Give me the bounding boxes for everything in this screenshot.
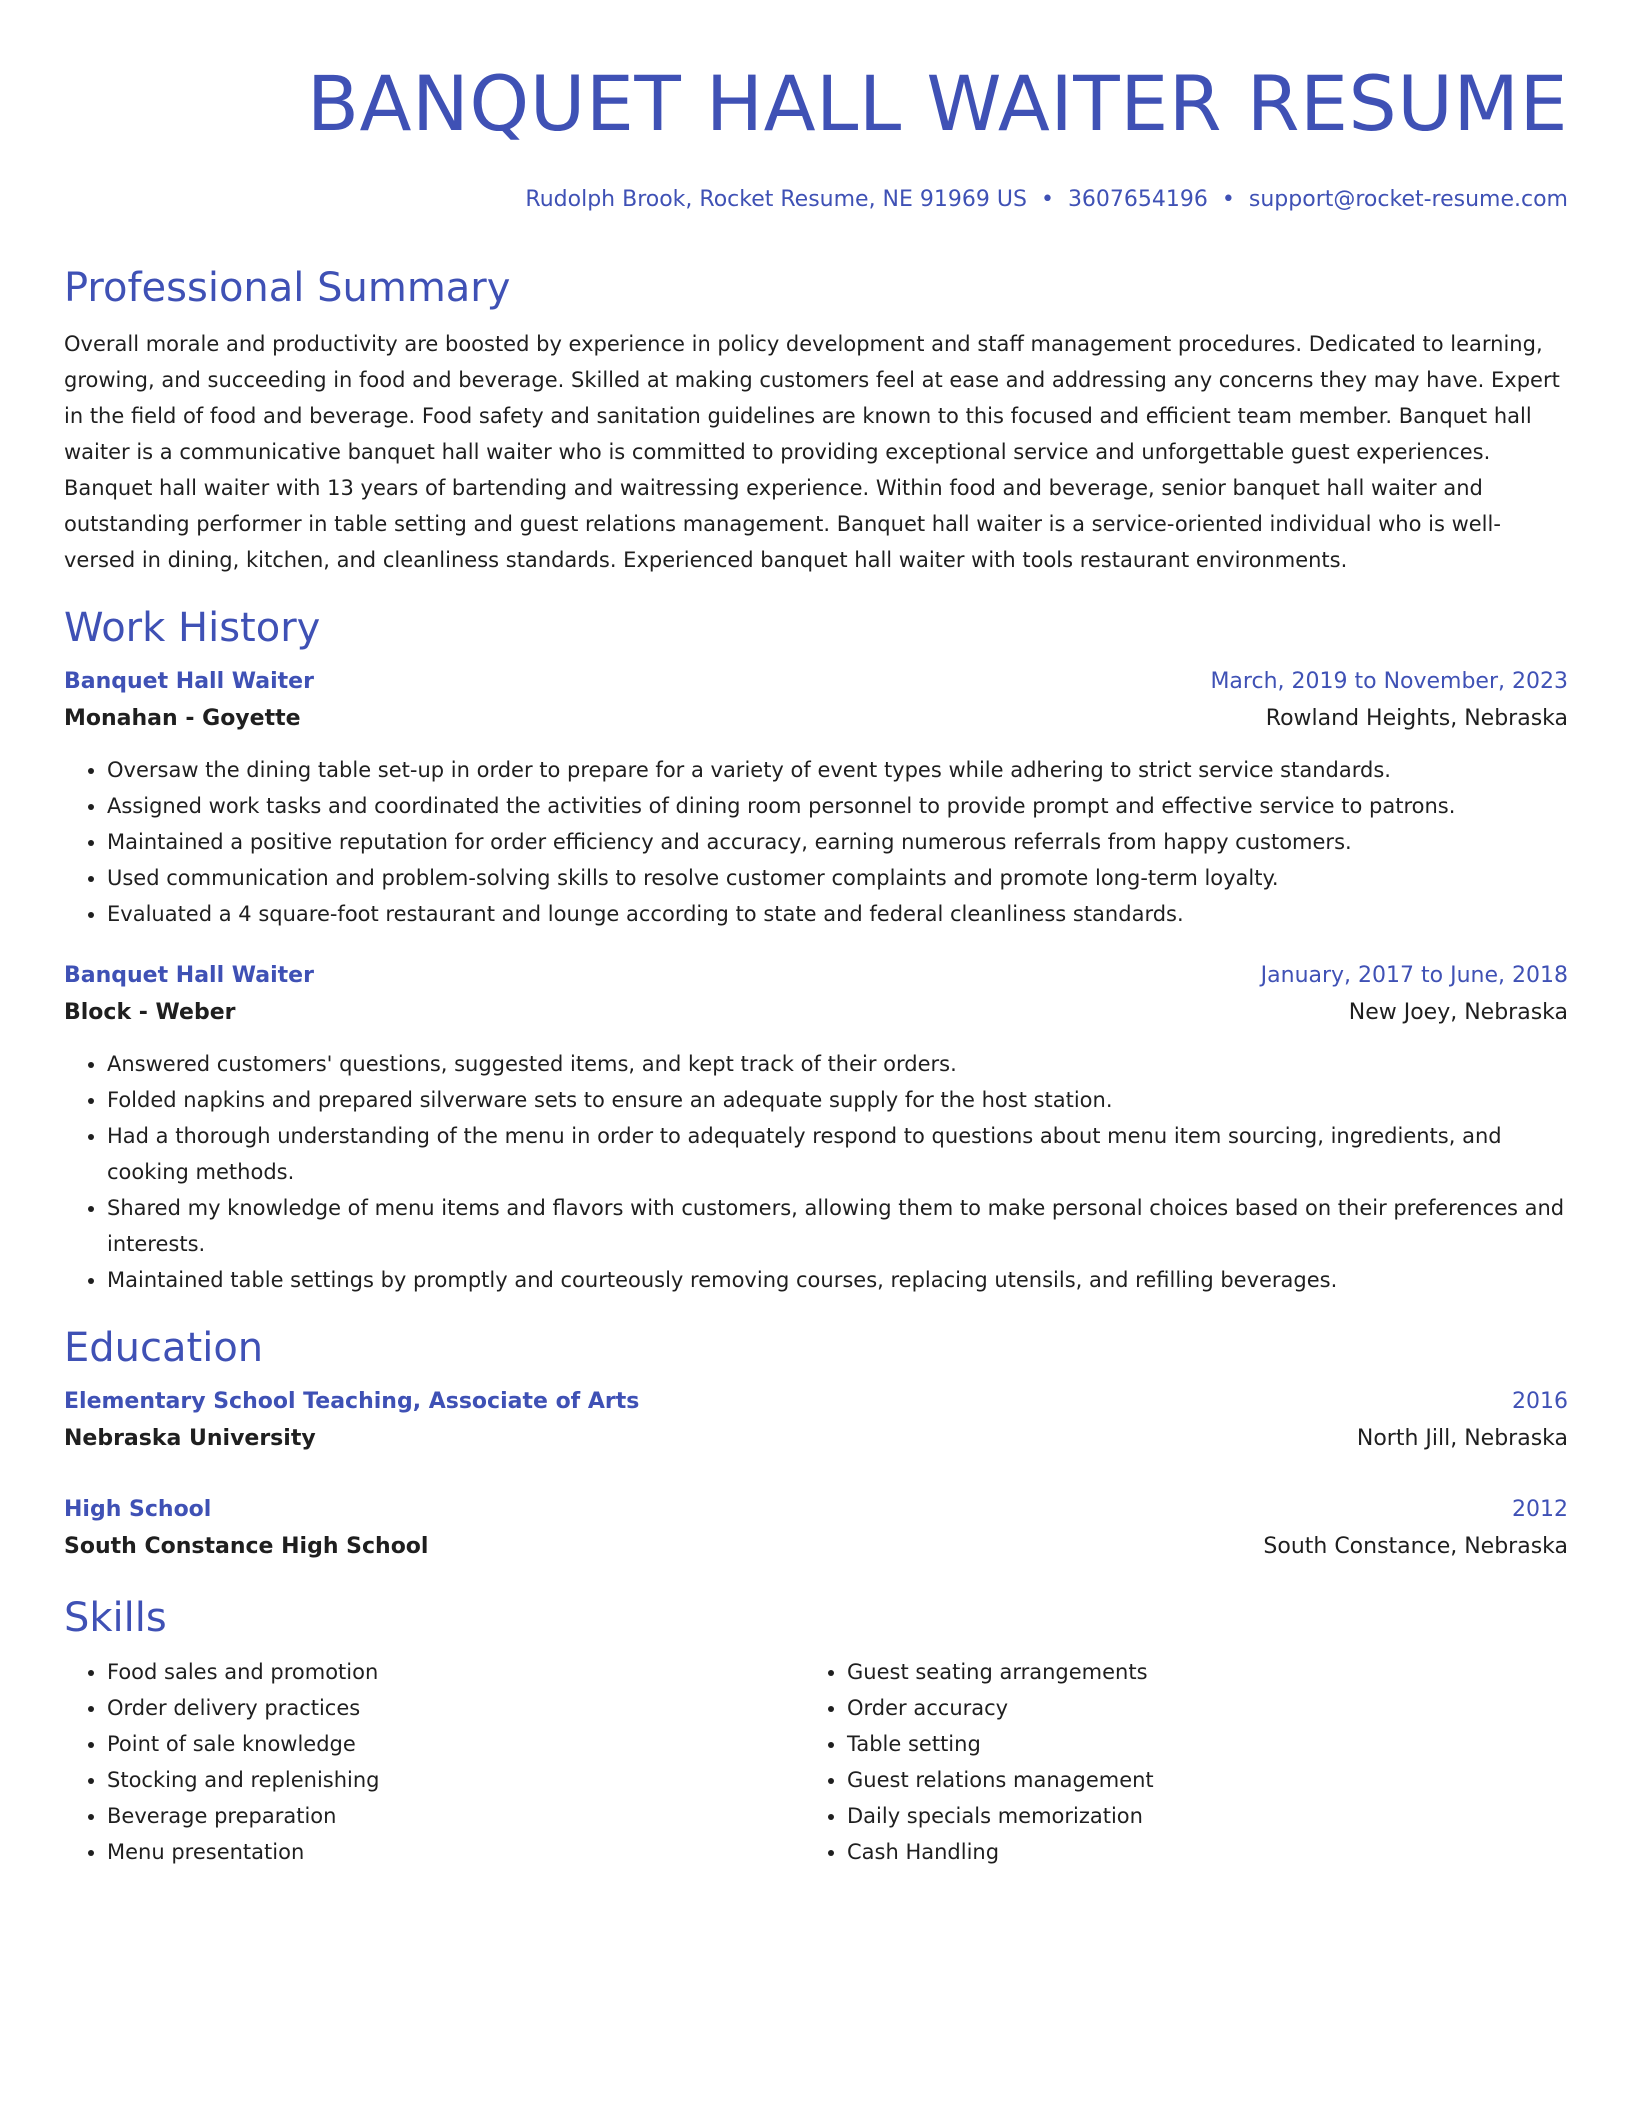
job-title: Banquet Hall Waiter: [64, 963, 314, 988]
summary-text: Overall morale and productivity are boosted by experience in policy development and staff management procedures. Dedicated to learning, growing, and succeeding in food and beverage. Skilled at making customers feel at ease and addressing any concerns they may have. Expert in the field of food and beverage. Food safety and sanitation guidelines are known to this focused and efficient team member. Banquet hall waiter is a communicative banquet hall waiter who is committed to providing exceptional service and unforgettable guest experiences. Banquet hall waiter with 13 years of bartending and waitressing experience. Within food and beverage, senior banquet hall waiter and outstanding performer in table setting and guest relations management. Banquet hall waiter is a service-oriented individual who is well-versed in dining, kitchen, and cleanliness standards. Experienced banquet hall waiter with tools restaurant environments.: [64, 332, 1560, 572]
job-company: Monahan - Goyette: [64, 706, 301, 731]
contact-line: [64, 184, 1568, 216]
education-entry: [64, 1384, 1568, 1458]
resume-title: BANQUET HALL WAITER RESUME: [306, 59, 1568, 148]
education-location: North Jill, Nebraska: [1356, 1426, 1568, 1451]
education-subheader: [64, 1528, 1568, 1566]
job-bullets: [64, 752, 1568, 932]
skill-item: • Guest relations management: [847, 1762, 1544, 1798]
education-degree: High School: [64, 1497, 212, 1522]
list-item: • Answered customers' questions, suggested items, and kept track of their orders.: [107, 1046, 1568, 1082]
contact-separator: •: [1221, 187, 1235, 212]
skill-item: • Food sales and promotion: [107, 1654, 804, 1690]
job-header: [64, 958, 1568, 994]
summary-heading: Professional Summary: [64, 265, 511, 311]
job-header: [64, 664, 1568, 700]
job-dates: March, 2019 to November, 2023: [1210, 669, 1568, 694]
skill-item: • Beverage preparation: [107, 1798, 804, 1834]
education-school: South Constance High School: [64, 1534, 429, 1559]
job-bullets: [64, 1046, 1568, 1298]
job-title: Banquet Hall Waiter: [64, 669, 314, 694]
skill-item: • Table setting: [847, 1726, 1544, 1762]
job-company: Block - Weber: [64, 1000, 236, 1025]
job-entry: [64, 958, 1568, 1298]
job-location: Rowland Heights, Nebraska: [1265, 706, 1568, 731]
education-entry: [64, 1492, 1568, 1566]
skill-item: • Guest seating arrangements: [847, 1654, 1544, 1690]
education-degree: Elementary School Teaching, Associate of Arts: [64, 1389, 640, 1414]
skill-item: • Menu presentation: [107, 1834, 804, 1870]
list-item: • Folded napkins and prepared silverware sets to ensure an adequate supply for the host station.: [107, 1082, 1568, 1118]
education-header: [64, 1384, 1568, 1420]
education-year: 2016: [1512, 1389, 1568, 1414]
skill-item: • Order accuracy: [847, 1690, 1544, 1726]
list-item: • Used communication and problem-solving skills to resolve customer complaints and promote long-term loyalty.: [107, 860, 1568, 896]
work-history-heading: Work History: [64, 605, 321, 651]
list-item: • Evaluated a 4 square-foot restaurant and lounge according to state and federal cleanliness standards.: [107, 896, 1568, 932]
job-dates: January, 2017 to June, 2018: [1260, 963, 1568, 988]
list-item: • Maintained table settings by promptly and courteously removing courses, replacing utensils, and refilling beverages.: [107, 1262, 1568, 1298]
skill-item: • Cash Handling: [847, 1834, 1544, 1870]
job-subheader: [64, 994, 1568, 1032]
list-item: • Had a thorough understanding of the menu in order to adequately respond to questions about menu item sourcing, ingredients, and cooking methods.: [107, 1118, 1568, 1190]
list-item: • Oversaw the dining table set-up in order to prepare for a variety of event types while adhering to strict service standards.: [107, 752, 1568, 788]
list-item: • Assigned work tasks and coordinated the activities of dining room personnel to provide prompt and effective service to patrons.: [107, 788, 1568, 824]
education-subheader: [64, 1420, 1568, 1458]
contact-separator: •: [1040, 187, 1054, 212]
skill-item: • Stocking and replenishing: [107, 1762, 804, 1798]
skills-list: [64, 1654, 1568, 1870]
job-subheader: [64, 700, 1568, 738]
education-school: Nebraska University: [64, 1426, 316, 1451]
contact-email[interactable]: support@rocket-resume.com: [1248, 187, 1568, 212]
education-year: 2012: [1512, 1497, 1568, 1522]
skill-item: • Order delivery practices: [107, 1690, 804, 1726]
job-entry: [64, 664, 1568, 932]
skills-column-left: [64, 1654, 804, 1870]
education-header: [64, 1492, 1568, 1528]
job-location: New Joey, Nebraska: [1348, 1000, 1568, 1025]
skill-item: • Point of sale knowledge: [107, 1726, 804, 1762]
contact-phone: 3607654196: [1067, 187, 1208, 212]
contact-address: Rudolph Brook, Rocket Resume, NE 91969 US: [525, 187, 1027, 212]
education-location: South Constance, Nebraska: [1263, 1534, 1568, 1559]
skills-column-right: [804, 1654, 1544, 1870]
education-heading: Education: [64, 1325, 264, 1371]
skills-heading: Skills: [64, 1595, 167, 1641]
skill-item: • Daily specials memorization: [847, 1798, 1544, 1834]
list-item: • Maintained a positive reputation for order efficiency and accuracy, earning numerous referrals from happy customers.: [107, 824, 1568, 860]
list-item: • Shared my knowledge of menu items and flavors with customers, allowing them to make personal choices based on their preferences and interests.: [107, 1190, 1568, 1262]
